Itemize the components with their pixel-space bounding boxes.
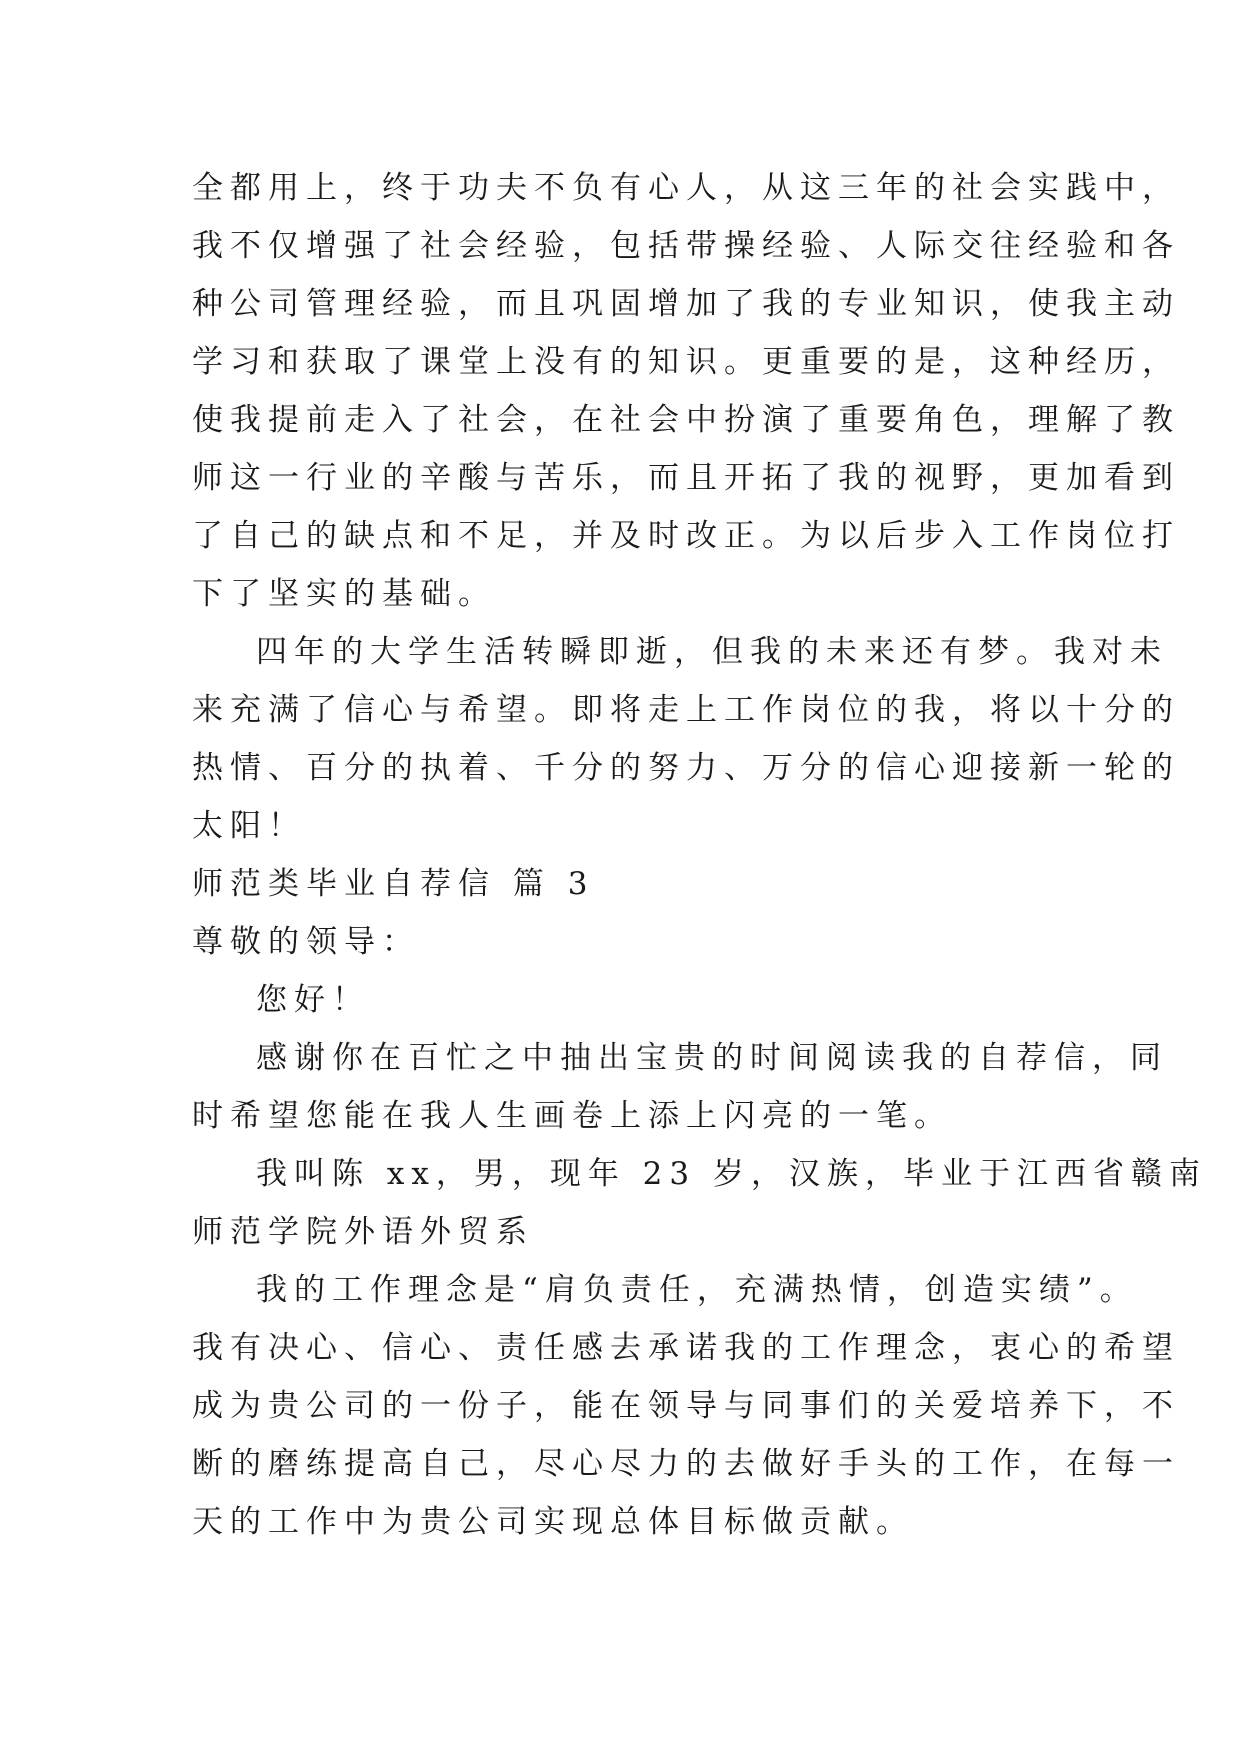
paragraph-first-line: 我叫陈 xx，男，现年 23 岁，汉族，毕业于江西省赣南: [256, 1156, 1207, 1192]
text-line: 师这一行业的辛酸与苦乐，而且开拓了我的视野，更加看到: [192, 460, 1180, 496]
text-line: 成为贵公司的一份子，能在领导与同事们的关爱培养下，不: [192, 1388, 1180, 1424]
salutation: 尊敬的领导：: [192, 924, 420, 960]
text-line: 师范学院外语外贸系: [192, 1214, 534, 1250]
text-line: 来充满了信心与希望。即将走上工作岗位的我，将以十分的: [192, 692, 1180, 728]
paragraph-first-line: 四年的大学生活转瞬即逝，但我的未来还有梦。我对未: [256, 634, 1168, 670]
text-line: 时希望您能在我人生画卷上添上闪亮的一笔。: [192, 1098, 952, 1134]
text-line: 我有决心、信心、责任感去承诺我的工作理念，衷心的希望: [192, 1330, 1180, 1366]
text-line: 热情、百分的执着、千分的努力、万分的信心迎接新一轮的: [192, 750, 1180, 786]
text-line: 全都用上，终于功夫不负有心人，从这三年的社会实践中，: [192, 170, 1180, 206]
text-line: 学习和获取了课堂上没有的知识。更重要的是，这种经历，: [192, 344, 1180, 380]
text-line: 天的工作中为贵公司实现总体目标做贡献。: [192, 1504, 914, 1540]
text-line: 下了坚实的基础。: [192, 576, 496, 612]
text-line: 太阳！: [192, 808, 306, 844]
text-line: 断的磨练提高自己，尽心尽力的去做好手头的工作，在每一: [192, 1446, 1180, 1482]
section-title: 师范类毕业自荐信 篇 3: [192, 866, 595, 902]
paragraph-first-line: 感谢你在百忙之中抽出宝贵的时间阅读我的自荐信，同: [256, 1040, 1168, 1076]
text-line: 使我提前走入了社会，在社会中扮演了重要角色，理解了教: [192, 402, 1180, 438]
text-line: 我不仅增强了社会经验，包括带操经验、人际交往经验和各: [192, 228, 1180, 264]
greeting: 您好！: [256, 982, 370, 1018]
text-line: 种公司管理经验，而且巩固增加了我的专业知识，使我主动: [192, 286, 1180, 322]
paragraph-first-line: 我的工作理念是“肩负责任，充满热情，创造实绩”。: [256, 1272, 1138, 1308]
text-line: 了自己的缺点和不足，并及时改正。为以后步入工作岗位打: [192, 518, 1180, 554]
